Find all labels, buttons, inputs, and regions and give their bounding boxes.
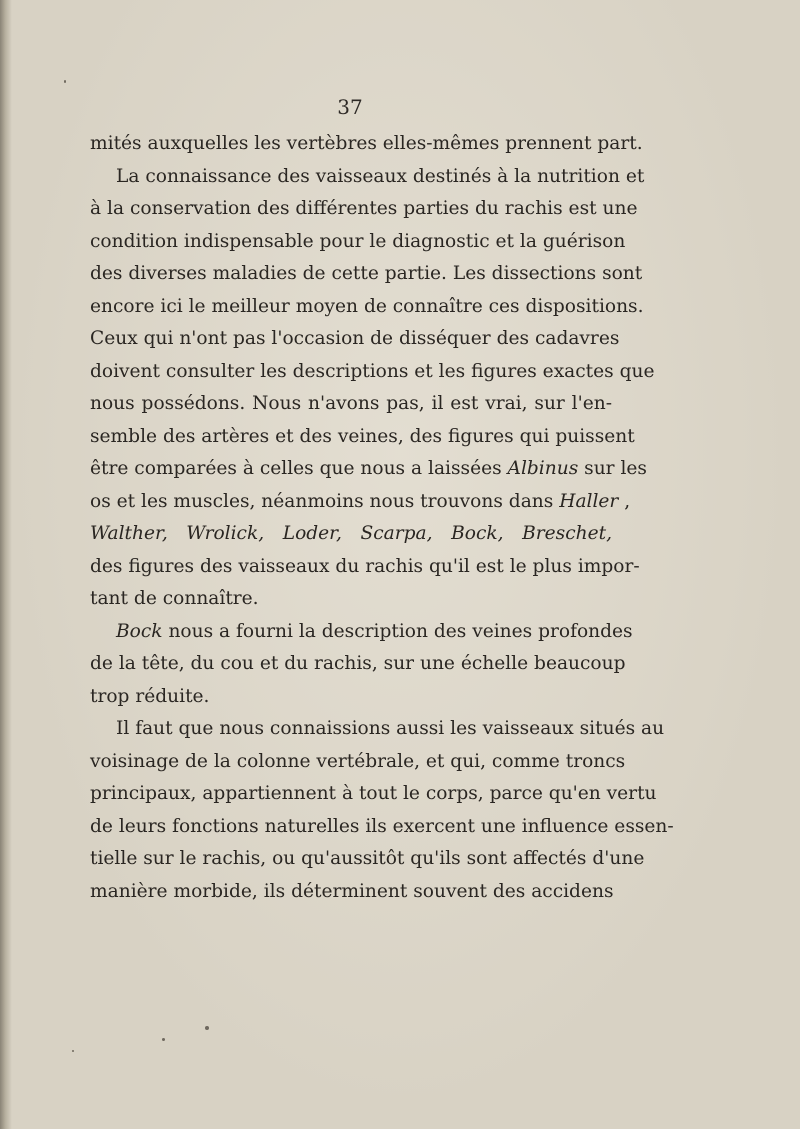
text-line: manière morbide, ils déterminent souvent des accidens	[90, 880, 614, 902]
paper-speck	[162, 1038, 165, 1041]
text-line: encore ici le meilleur moyen de connaître ces dispositions.	[90, 295, 644, 317]
text-line: semble des artères et des veines, des figures qui puissent	[90, 425, 635, 447]
text-line: Ceux qui n'ont pas l'occasion de disséquer des cadavres	[90, 328, 620, 349]
page-binding-edge	[0, 0, 12, 1129]
text-line: des figures des vaisseaux du rachis qu'il est le plus impor-	[90, 555, 640, 577]
text-line	[90, 486, 631, 519]
body-text	[90, 128, 674, 908]
line-text: être comparées à celles que nous a laissées	[90, 458, 508, 479]
line-text: os et les muscles, néanmoins nous trouvons dans	[90, 490, 560, 512]
line-text: ,	[618, 490, 631, 512]
paragraph-start-line	[90, 616, 633, 649]
text-line: condition indispensable pour le diagnostic et la guérison	[90, 230, 626, 252]
text-line: mités auxquelles les vertèbres elles-mêmes prennent part.	[90, 133, 643, 154]
text-line: de leurs fonctions naturelles ils exercent une influence essen-	[90, 815, 674, 837]
paragraph-start-line: Il faut que nous connaissions aussi les vaisseaux situés au	[116, 718, 665, 739]
text-line: nous possédons. Nous n'avons pas, il est vrai, sur l'en-	[90, 393, 612, 414]
paper-speck	[64, 80, 66, 83]
text-line: voisinage de la colonne vertébrale, et qui, comme troncs	[90, 750, 626, 772]
page-number: 37	[337, 95, 363, 119]
text-line: à la conservation des différentes parties du rachis est une	[90, 198, 638, 219]
author-name: Bock	[116, 620, 163, 642]
text-line: des diverses maladies de cette partie. Les dissections sont	[90, 263, 643, 284]
paper-speck	[72, 1050, 74, 1052]
paragraph-start-line: La connaissance des vaisseaux destinés à la nutrition et	[116, 165, 645, 187]
paper-speck	[205, 1026, 209, 1030]
line-text: nous a fourni la description des veines profondes	[162, 620, 633, 642]
line-text: sur les	[578, 458, 647, 479]
text-line: de la tête, du cou et du rachis, sur une échelle beaucoup	[90, 653, 626, 674]
paragraph-end-line: trop réduite.	[90, 685, 210, 707]
text-line: tielle sur le rachis, ou qu'aussitôt qu'ils sont affectés d'une	[90, 848, 645, 869]
author-name: Albinus	[507, 458, 579, 479]
text-line	[90, 518, 612, 551]
text-line: principaux, appartiennent à tout le corps, parce qu'en vertu	[90, 783, 657, 804]
text-line	[90, 453, 647, 486]
author-name: Haller	[559, 490, 619, 512]
paragraph-end-line: tant de connaître.	[90, 588, 259, 609]
author-names: Walther, Wrolick, Loder, Scarpa, Bock, Breschet,	[90, 523, 612, 544]
text-line: doivent consulter les descriptions et les figures exactes que	[90, 360, 655, 382]
